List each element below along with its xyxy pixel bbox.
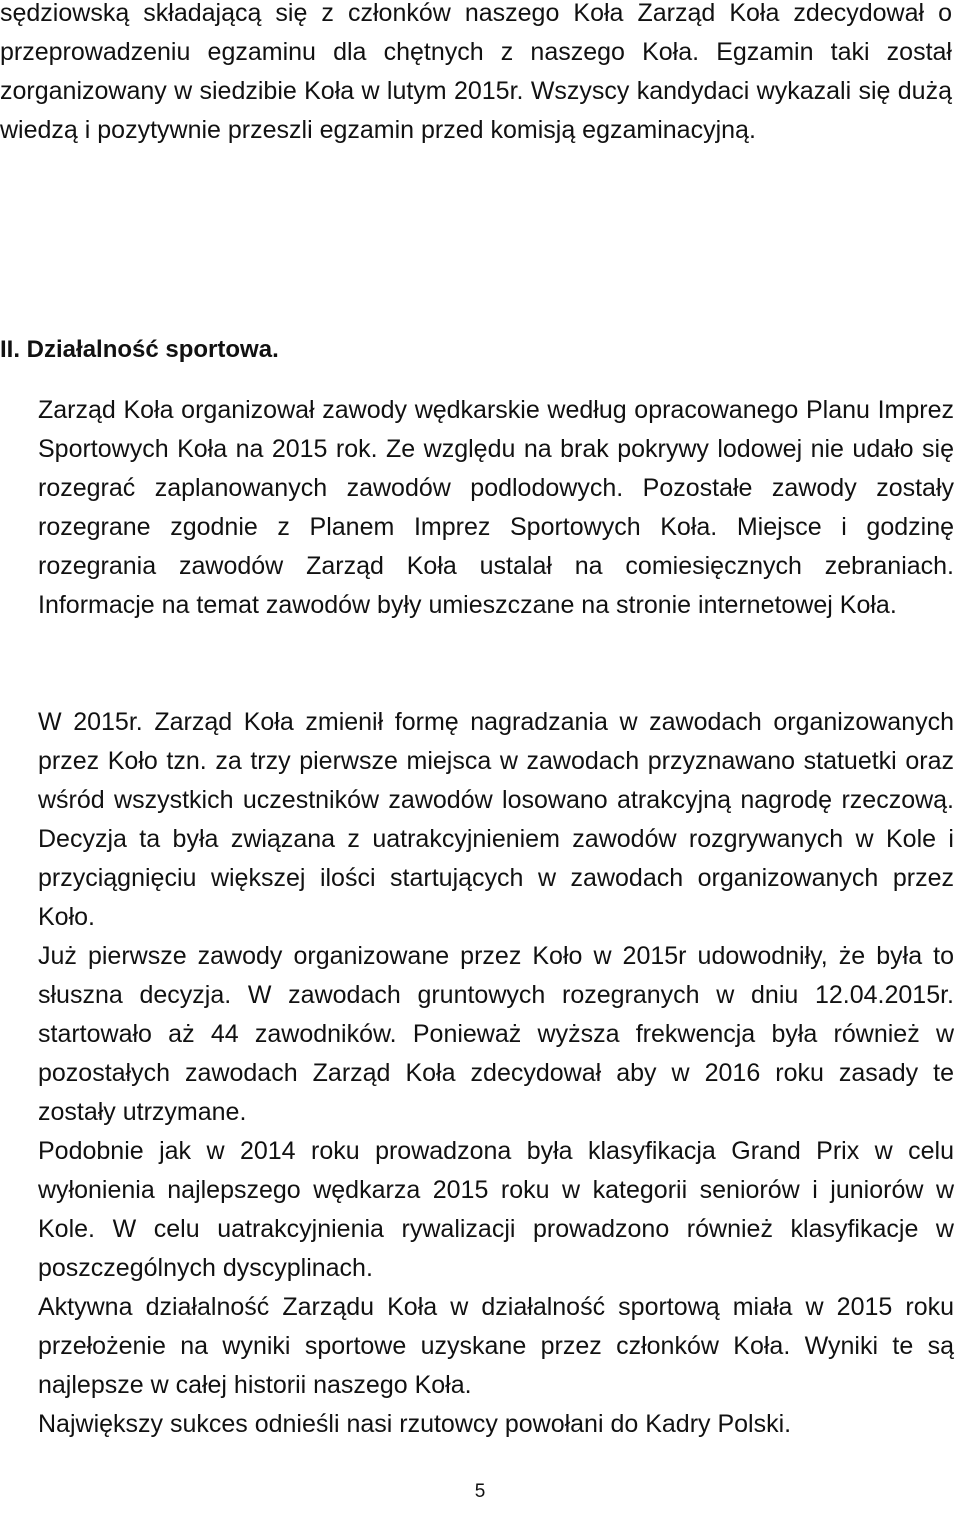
paragraph-results: Aktywna działalność Zarządu Koła w działalność sportową miała w 2015 roku przełożenie na wyniki sportowe uzyskane przez członków Koła. Wyniki te są najlepsze w całej historii naszego Koła. — [38, 1293, 954, 1399]
paragraph-prizes: W 2015r. Zarząd Koła zmienił formę nagradzania w zawodach organizowanych przez Koło tzn. za trzy pierwsze miejsca w zawodach przyznawano statuetki oraz wśród wszystkich uczestników zawodów losowano atrakcyjną nagrodę rzeczową. Decyzja ta była związana z uatrakcyjnieniem zawodów rozgrywanych w Kole i przyciągnięciu większej ilości startujących w zawodach organizowanych przez Koło. — [38, 708, 954, 931]
paragraph-competitions: Zarząd Koła organizował zawody wędkarskie według opracowanego Planu Imprez Sportowych Koła na 2015 rok. Ze względu na brak pokrywy lodowej nie udało się rozegrać zaplanowanych zawodów podlodowych. Pozostałe zawody zostały rozegrane zgodnie z Planem Imprez Sportowych Koła. Miejsce i godzinę rozegrania zawodów Zarząd Koła ustalał na comiesięcznych zebraniach. Informacje na temat zawodów były umieszczane na stronie internetowej Koła. — [38, 396, 954, 619]
paragraph-attendance: Już pierwsze zawody organizowane przez Koło w 2015r udowodniły, że była to słuszna decyzja. W zawodach gruntowych rozegranych w dniu 12.04.2015r. startowało aż 44 zawodników. Ponieważ wyższa frekwencja była również w pozostałych zawodach Zarząd Koła zdecydował aby w 2016 roku zasady te zostały utrzymane. — [38, 942, 954, 1126]
section-heading: II. Działalność sportowa. — [0, 336, 279, 363]
page-number: 5 — [474, 1481, 486, 1502]
paragraph-success: Największy sukces odnieśli nasi rzutowcy powołani do Kadry Polski. — [38, 1410, 792, 1438]
intro-paragraph: sędziowską składającą się z członków naszego Koła Zarząd Koła zdecydował o przeprowadzeniu egzaminu dla chętnych z naszego Koła. Egzamin taki został zorganizowany w siedzibie Koła w lutym 2015r. Wszyscy kandydaci wykazali się dużą wiedzą i pozytywnie przeszli egzamin przed komisją egzaminacyjną. — [0, 0, 952, 144]
paragraph-grand-prix: Podobnie jak w 2014 roku prowadzona była klasyfikacja Grand Prix w celu wyłonienia najlepszego wędkarza 2015 roku w kategorii seniorów i juniorów w Kole. W celu uatrakcyjnienia rywalizacji prowadzono również klasyfikacje w poszczególnych dyscyplinach. — [38, 1137, 954, 1282]
